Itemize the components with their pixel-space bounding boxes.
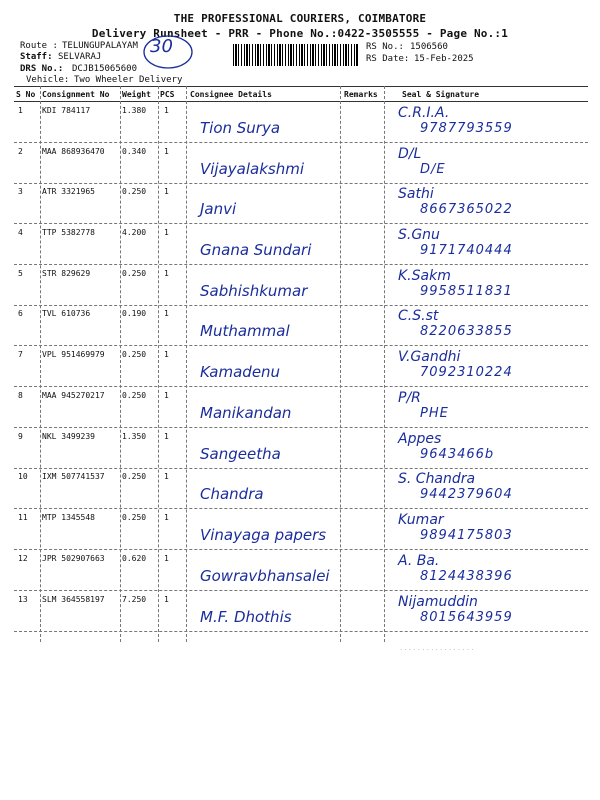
rs-date-value: 15-Feb-2025 — [414, 54, 474, 64]
row-phone-handwriting: 9787793559 — [420, 121, 513, 136]
vehicle-label: Vehicle: — [26, 75, 70, 85]
col-divider — [158, 86, 159, 642]
row-consignment: STR 829629 — [42, 269, 91, 278]
row-divider — [14, 305, 588, 306]
row-consignment: IXM 507741537 — [42, 472, 105, 481]
row-phone-handwriting: 8220633855 — [420, 324, 513, 339]
row-sno: 1 — [18, 106, 23, 115]
vehicle-value: Two Wheeler Delivery — [74, 75, 183, 85]
col-seal: Seal & Signature — [402, 90, 480, 99]
row-consignment: KDI 784117 — [42, 106, 91, 115]
row-sno: 13 — [18, 595, 28, 604]
row-consignment: MAA 945270217 — [42, 391, 105, 400]
col-divider — [340, 86, 341, 642]
row-weight: 0.620 — [122, 554, 147, 563]
row-divider — [14, 183, 588, 184]
row-consignee-handwriting: M.F. Dhothis — [200, 608, 292, 626]
route-value: TELUNGUPALAYAM — [62, 41, 138, 51]
row-pcs: 1 — [164, 472, 169, 481]
row-divider — [14, 468, 588, 469]
row-sno: 3 — [18, 187, 23, 196]
row-pcs: 1 — [164, 269, 169, 278]
row-divider — [14, 386, 588, 387]
row-phone-handwriting: 8667365022 — [420, 202, 513, 217]
row-seal-handwriting: Nijamuddin — [398, 594, 478, 610]
row-sno: 7 — [18, 350, 23, 359]
col-consignment: Consignment No — [42, 90, 110, 99]
row-consignment: SLM 364558197 — [42, 595, 105, 604]
row-consignee-handwriting: Gowravbhansalei — [200, 567, 330, 585]
col-pcs: PCS — [160, 90, 175, 99]
circle-mark-icon — [140, 32, 200, 72]
row-sno: 9 — [18, 432, 23, 441]
row-consignment: JPR 502907663 — [42, 554, 105, 563]
row-pcs: 1 — [164, 432, 169, 441]
row-pcs: 1 — [164, 513, 169, 522]
col-divider — [384, 86, 385, 642]
row-phone-handwriting: 8124438396 — [420, 569, 513, 584]
row-phone-handwriting: 8015643959 — [420, 610, 513, 625]
row-phone-handwriting: 9442379604 — [420, 487, 513, 502]
handwritten-count: 30 — [150, 36, 173, 57]
row-consignment: TTP 5382778 — [42, 228, 95, 237]
row-consignee-handwriting: Vijayalakshmi — [200, 160, 305, 178]
row-weight: 0.190 — [122, 309, 147, 318]
row-phone-handwriting: 9894175803 — [420, 528, 513, 543]
row-consignee-handwriting: Sabhishkumar — [200, 282, 308, 300]
row-consignee-handwriting: Muthammal — [200, 322, 290, 340]
row-consignee-handwriting: Manikandan — [200, 404, 292, 422]
col-consignee: Consignee Details — [190, 90, 272, 99]
row-consignee-handwriting: Vinayaga papers — [200, 526, 327, 544]
barcode — [233, 44, 358, 66]
col-weight: Weight — [122, 90, 151, 99]
row-weight: 0.250 — [122, 472, 147, 481]
row-divider — [14, 631, 588, 632]
row-sno: 10 — [18, 472, 28, 481]
row-sno: 8 — [18, 391, 23, 400]
row-consignment: NKL 3499239 — [42, 432, 95, 441]
row-weight: 0.250 — [122, 513, 147, 522]
row-phone-handwriting: 9171740444 — [420, 243, 513, 258]
row-divider — [14, 590, 588, 591]
row-divider — [14, 508, 588, 509]
row-divider — [14, 142, 588, 143]
row-seal-handwriting: A. Ba. — [398, 553, 440, 569]
row-divider — [14, 345, 588, 346]
row-pcs: 1 — [164, 595, 169, 604]
row-consignee-handwriting: Kamadenu — [200, 363, 281, 381]
row-seal-handwriting: C.R.I.A. — [398, 105, 450, 121]
row-consignment: MAA 868936470 — [42, 147, 105, 156]
row-phone-handwriting: 9958511831 — [420, 284, 513, 299]
row-weight: 0.250 — [122, 269, 147, 278]
drs-label: DRS No.: — [20, 64, 64, 74]
row-consignee-handwriting: Gnana Sundari — [200, 241, 312, 259]
row-consignee-handwriting: Chandra — [200, 485, 264, 503]
row-pcs: 1 — [164, 106, 169, 115]
row-phone-handwriting: 7092310224 — [420, 365, 513, 380]
faint-stamp: . . . . . . . . . . . . . . . . . — [400, 644, 474, 652]
row-seal-handwriting: Kumar — [398, 512, 444, 528]
row-weight: 0.250 — [122, 350, 147, 359]
row-divider — [14, 223, 588, 224]
row-sno: 12 — [18, 554, 28, 563]
row-phone-handwriting: 9643466b — [420, 447, 495, 462]
route-label: Route : — [20, 41, 58, 51]
row-seal-handwriting: C.S.st — [398, 308, 439, 324]
table-top-rule — [14, 86, 588, 87]
row-divider — [14, 427, 588, 428]
row-pcs: 1 — [164, 187, 169, 196]
row-divider — [14, 264, 588, 265]
row-pcs: 1 — [164, 554, 169, 563]
row-seal-handwriting: S. Chandra — [398, 471, 476, 487]
row-consignee-handwriting: Sangeetha — [200, 445, 281, 463]
row-phone-handwriting: D/E — [420, 162, 446, 177]
row-sno: 11 — [18, 513, 28, 522]
row-phone-handwriting: PHE — [420, 406, 449, 421]
row-weight: 1.350 — [122, 432, 147, 441]
row-consignee-handwriting: Tion Surya — [200, 119, 281, 137]
row-seal-handwriting: P/R — [398, 390, 421, 406]
row-sno: 2 — [18, 147, 23, 156]
row-weight: 7.250 — [122, 595, 147, 604]
row-consignment: VPL 951469979 — [42, 350, 105, 359]
col-divider — [120, 86, 121, 642]
row-consignment: TVL 610736 — [42, 309, 91, 318]
row-pcs: 1 — [164, 147, 169, 156]
col-divider — [186, 86, 187, 642]
row-sno: 4 — [18, 228, 23, 237]
row-sno: 5 — [18, 269, 23, 278]
header-rule — [14, 101, 588, 102]
row-weight: 0.250 — [122, 187, 147, 196]
col-sno: S No — [16, 90, 36, 99]
row-weight: 0.340 — [122, 147, 147, 156]
row-seal-handwriting: S.Gnu — [398, 227, 440, 243]
row-seal-handwriting: D/L — [398, 146, 422, 162]
row-pcs: 1 — [164, 228, 169, 237]
company-title: THE PROFESSIONAL COURIERS, COIMBATORE — [173, 12, 427, 25]
staff-value: SELVARAJ — [58, 52, 102, 62]
row-consignee-handwriting: Janvi — [200, 200, 237, 218]
rs-date-label: RS Date: — [366, 54, 410, 64]
row-divider — [14, 549, 588, 550]
row-pcs: 1 — [164, 350, 169, 359]
rs-no-label: RS No.: — [366, 42, 404, 52]
row-seal-handwriting: Sathi — [398, 186, 434, 202]
row-sno: 6 — [18, 309, 23, 318]
staff-label: Staff: — [20, 52, 53, 62]
row-pcs: 1 — [164, 309, 169, 318]
row-seal-handwriting: Appes — [398, 431, 442, 447]
row-weight: 4.200 — [122, 228, 147, 237]
runsheet-subtitle: Delivery Runsheet - PRR - Phone No.:0422-3505555 - Page No.:1 — [91, 27, 509, 40]
row-seal-handwriting: K.Sakm — [398, 268, 451, 284]
row-consignment: ATR 3321965 — [42, 187, 95, 196]
col-divider — [40, 86, 41, 642]
row-seal-handwriting: V.Gandhi — [398, 349, 461, 365]
row-consignment: MTP 1345548 — [42, 513, 95, 522]
rs-no-value: 1506560 — [410, 42, 448, 52]
drs-value: DCJB15065600 — [72, 64, 138, 74]
col-remarks: Remarks — [344, 90, 378, 99]
row-weight: 0.250 — [122, 391, 147, 400]
row-pcs: 1 — [164, 391, 169, 400]
row-weight: 1.380 — [122, 106, 147, 115]
